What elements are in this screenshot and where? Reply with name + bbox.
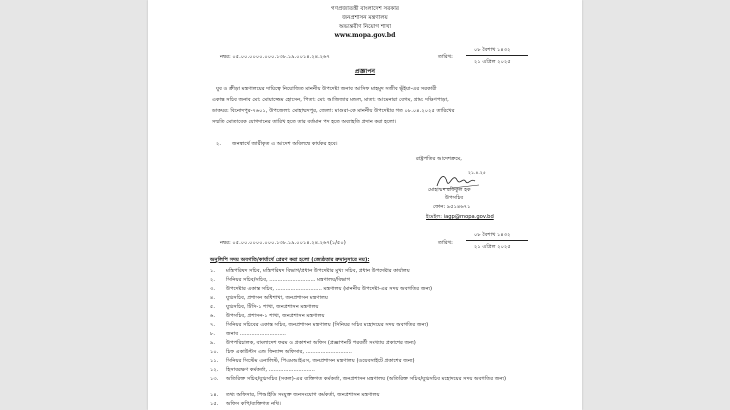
- signatory-email[interactable]: ইমেইল: iagp@mopa.gov.bd: [426, 214, 494, 220]
- paragraph-line: সম্মতি মোতাবেক যোগদানের তারিখ হতে তার বর্তমান পদ হতে অব্যাহতি প্রদান করা হলো।: [212, 119, 397, 125]
- list-item-number: ১০.: [210, 349, 219, 355]
- list-item-number: ৪.: [210, 295, 216, 301]
- list-item-number: ১২.: [210, 367, 219, 373]
- list-item: উপদেষ্টার একান্ত সচিব, ............................ মন্ত্রণালয় (মাননীয় উপদেষ্টা-এর সদয় অবগতির জন্য): [226, 286, 433, 292]
- signatory-name: মোহাম্মদ রফিকুল হক: [428, 187, 471, 193]
- date-divider: [466, 55, 528, 56]
- copy-date-english: ২১ এপ্রিল ২০২৫: [474, 244, 511, 250]
- list-item: উপপরিচালক, বাংলাদেশ ফরম ও প্রকাশনা অফিস (প্রজ্ঞাপনটি পরবর্তী সংখ্যায় প্রকাশের জন্য): [226, 340, 416, 346]
- list-item: চিফ একাউন্টস এন্ড ফিন্যান্স অফিসার, ............................: [226, 349, 352, 355]
- list-item: উপসচিব, প্রশাসন-১ শাখা, জনপ্রশাসন মন্ত্রণালয়: [226, 313, 325, 319]
- list-item-number: ৮.: [210, 331, 216, 337]
- paragraph-number: ২.: [216, 141, 222, 147]
- list-item: যুগ্মসচিব, টিসি-১ শাখা, জনপ্রশাসন মন্ত্রণালয়: [226, 304, 319, 310]
- presidential-order-line: রাষ্ট্রপতির আদেশক্রমে,: [416, 156, 462, 162]
- list-item-number: ১৫.: [210, 401, 219, 407]
- signatory-phone: ফোন: ৯৫১৪৬৭১: [433, 204, 471, 210]
- paragraph-line: ডাকঘর: বিনোদপুর-৭৬০১, উপজেলা: মোহাম্মদপুর, জেলা: মাগুরা-কে মাননীয় উপদেষ্টার গত ০৮.০৪.২০২৫ তারিখের: [212, 108, 455, 114]
- document-page: [148, 0, 582, 410]
- copy-date-label: তারিখ:: [438, 240, 453, 246]
- paragraph-two: জনস্বার্থে জারীকৃত এ আদেশ অবিলম্বে কার্যকর হবে।: [232, 141, 338, 147]
- list-item-number: ২.: [210, 277, 216, 283]
- list-item: সিনিয়র সিস্টেম এনালিস্ট, পিএমআইএস, জনপ্রশাসন মন্ত্রণালয় (ওয়েবসাইটে প্রকাশের জন্য): [226, 358, 415, 364]
- list-item: হিসাবরক্ষণ কর্মকর্তা, ............................: [226, 367, 315, 373]
- list-item-number: ৯.: [210, 340, 216, 346]
- list-item-number: ১.: [210, 268, 216, 274]
- copy-date-bangla: ০৮ বৈশাখ ১৪৩২: [474, 232, 511, 238]
- list-item: তথ্য অফিসার, পিআইডি সংযুক্ত জনসংযোগ কর্মকর্তা, জনপ্রশাসন মন্ত্রণালয়: [226, 392, 380, 398]
- list-item: মন্ত্রিপরিষদ সচিব, মন্ত্রিপরিষদ বিভাগ/প্রধান উপদেষ্টার মুখ্য সচিব, প্রধান উপদেষ্টার কার্যালয়: [226, 268, 410, 274]
- list-item-number: ৫.: [210, 304, 216, 310]
- list-item: সিনিয়র সচিবের একান্ত সচিব, জনপ্রশাসন মন্ত্রণালয় (সিনিয়র সচিব মহোদয়ের সদয় অবগতির জন্য): [226, 322, 429, 328]
- list-item: অতিরিক্ত সচিব/যুগ্মসচিব (সকল)-এর ব্যক্তিগত কর্মকর্তা, জনপ্রশাসন মন্ত্রণালয় (অতিরিক্ত সচিব/যুগ্মসচিব মহোদয়ের সদয় অবগতির জন্য): [226, 376, 506, 382]
- list-item: অফিস কপি/ব্যক্তিগত নথি।: [226, 401, 281, 407]
- list-item-number: ১১.: [210, 358, 219, 364]
- memo-number: নম্বর: ০৫.০০.০০০০.০০০.১৩৮.১৯.০০১৪.২৪.২৬৭: [220, 54, 330, 60]
- ministry-name: জনপ্রশাসন মন্ত্রণালয়: [342, 15, 388, 21]
- signature-date: ২১.৪.২৫: [468, 171, 486, 176]
- list-item-number: ৩.: [210, 286, 216, 292]
- list-item-number: ৬.: [210, 313, 216, 319]
- list-item: সিনিয়র সচিব/সচিব, ............................ মন্ত্রণালয়/বিভাগ: [226, 277, 351, 283]
- list-item: জনাব ............................: [226, 331, 286, 337]
- copy-date-divider: [466, 240, 528, 241]
- website-link[interactable]: www.mopa.gov.bd: [334, 32, 396, 39]
- list-item-number: ১৪.: [210, 392, 219, 398]
- document-title: প্রজ্ঞাপন: [354, 68, 376, 75]
- list-item-number: ১৩.: [210, 376, 219, 382]
- date-label: তারিখ:: [438, 54, 453, 60]
- date-bangla: ০৮ বৈশাখ ১৪৩২: [474, 47, 511, 53]
- list-item: যুগ্মসচিব, প্রশাসন অধিশাখা, জনপ্রশাসন মন্ত্রণালয়: [226, 295, 328, 301]
- government-name: গণপ্রজাতন্ত্রী বাংলাদেশ সরকার: [331, 6, 399, 12]
- distribution-heading: অনুলিপি সদয় অবগতি/কার্যার্থে প্রেরণ করা হলো (জ্যেষ্ঠতার ক্রমানুসারে নয়):: [210, 257, 370, 263]
- paragraph-line: একান্ত সচিব জনাব মো: মোয়াজ্জেম হোসেন, পিতা: মো: আজিজার মন্ডল, মাতা: আমেনারা বেগম, গ্রাম: দক্ষিণপাড়া,: [212, 97, 449, 103]
- signatory-designation: উপসচিব: [445, 195, 464, 201]
- date-english: ২১ এপ্রিল ২০২৫: [474, 59, 511, 65]
- list-item-number: ৭.: [210, 322, 216, 328]
- copy-memo-number: নম্বর: ০৫.০০.০০০০.০০০.১৩৮.১৯.০০১৪.২৪.২৬৭(১/৫০): [220, 240, 346, 246]
- branch-name: অভ্যন্তরীণ নিয়োগ শাখা: [338, 24, 392, 30]
- paragraph-line: যুব ও ক্রীড়া মন্ত্রণালয়ের দায়িত্বে নিয়োজিত মাননীয় উপদেষ্টা জনাব আসিফ মাহমুদ সজীব ভূঁইয়া-এর সরকারী: [216, 86, 437, 92]
